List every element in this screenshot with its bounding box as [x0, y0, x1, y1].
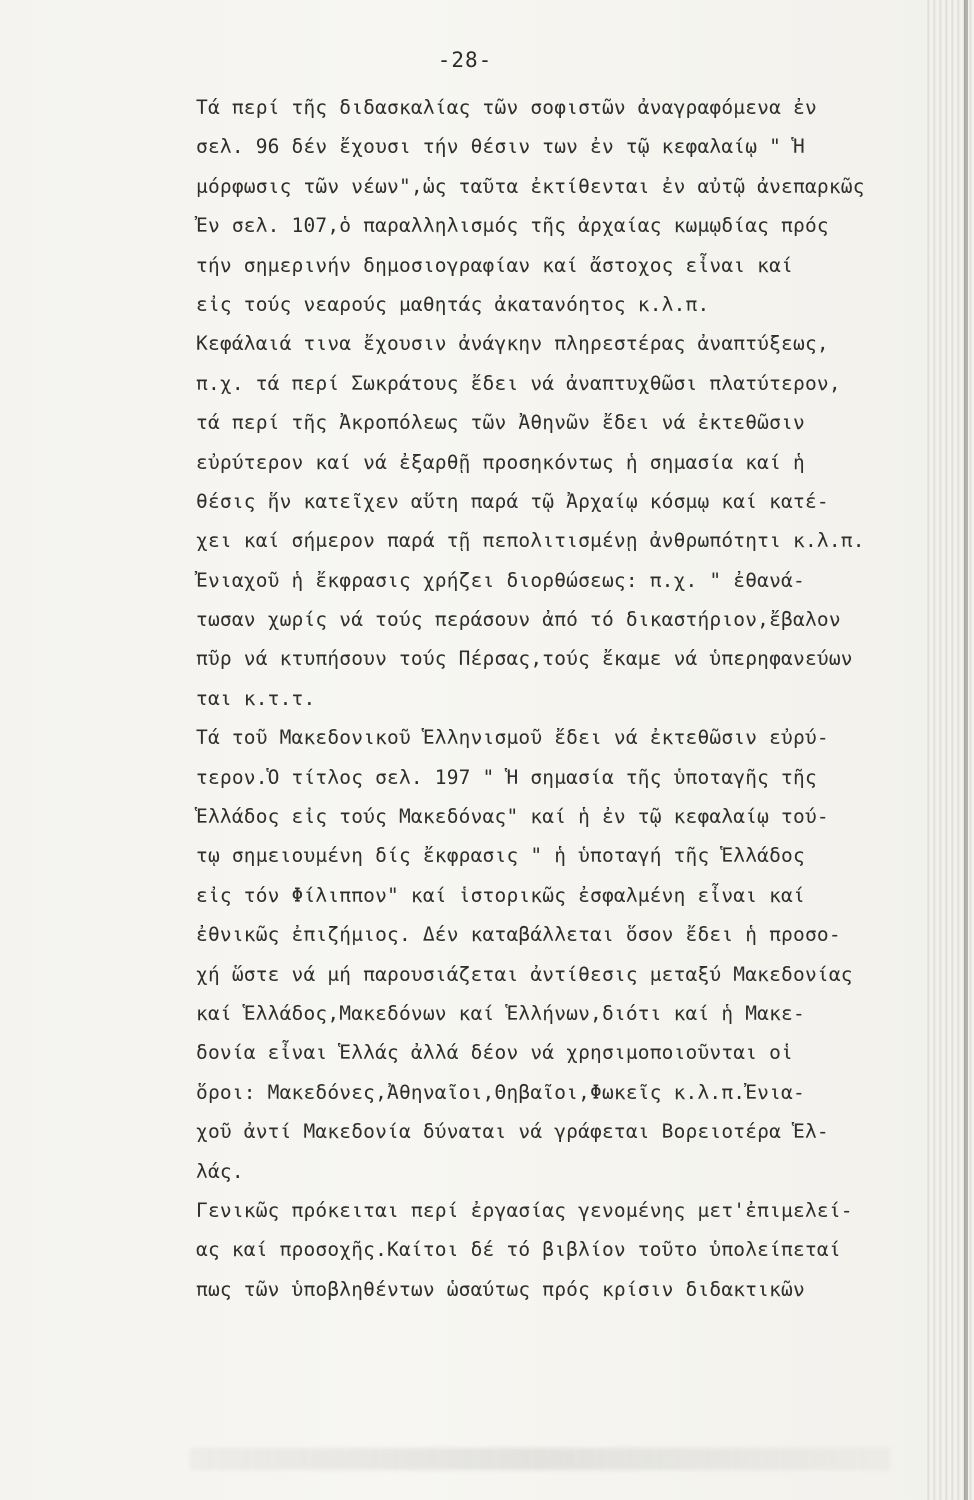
text-line: χοῦ ἀντί Μακεδονία δύναται νά γράφεται Βορειοτέρα Ἑλ- — [196, 1120, 829, 1144]
text-line: ας καί προσοχῆς.Καίτοι δέ τό βιβλίον τοῦτο ὑπολείπεταί — [196, 1238, 841, 1262]
text-line: καί Ἑλλάδος,Μακεδόνων καί Ἑλλήνων,διότι καί ἡ Μακε- — [196, 1001, 805, 1025]
text-line: Γενικῶς πρόκειται περί ἐργασίας γενομένης μετ'ἐπιμελεί- — [196, 1198, 853, 1222]
text-line: πῦρ νά κτυπήσουν τούς Πέρσας,τούς ἔκαμε νά ὑπερηφανεύων — [196, 647, 853, 671]
text-line: χει καί σήμερον παρά τῇ πεπολιτισμένῃ ἀνθρωπότητι κ.λ.π. — [196, 529, 865, 553]
text-line: δονία εἶναι Ἑλλάς ἀλλά δέον νά χρησιμοποιοῦνται οἱ — [196, 1041, 793, 1065]
bleed-through-smudge — [190, 1448, 890, 1470]
text-line: σελ. 96 δέν ἔχουσι τήν θέσιν των ἐν τῷ κεφαλαίῳ " Ἡ — [196, 135, 805, 159]
text-line: ὅροι: Μακεδόνες,Ἀθηναῖοι,Θηβαῖοι,Φωκεῖς κ.λ.π.Ἐνια- — [196, 1080, 805, 1104]
text-line: ἐθνικῶς ἐπιζήμιος. Δέν καταβάλλεται ὅσον ἔδει ἡ προσο- — [196, 923, 841, 947]
text-line: τερον.Ὁ τίτλος σελ. 197 " Ἡ σημασία τῆς ὑποταγῆς τῆς — [196, 765, 817, 789]
text-line: λάς. — [196, 1159, 244, 1183]
text-line: τά περί τῆς Ἀκροπόλεως τῶν Ἀθηνῶν ἔδει νά ἐκτεθῶσιν — [196, 411, 805, 435]
text-line: Τά περί τῆς διδασκαλίας τῶν σοφιστῶν ἀναγραφόμενα ἐν — [196, 96, 817, 119]
text-line: θέσις ἥν κατεῖχεν αὕτη παρά τῷ Ἀρχαίῳ κόσμῳ καί κατέ- — [196, 489, 829, 513]
text-line: π.χ. τά περί Σωκράτους ἔδει νά ἀναπτυχθῶσι πλατύτερον, — [196, 371, 841, 395]
text-line: πως τῶν ὑποβληθέντων ὡσαύτως πρός κρίσιν διδακτικῶν — [196, 1277, 805, 1301]
text-line: τωσαν χωρίς νά τούς περάσουν ἀπό τό δικαστήριον,ἔβαλον — [196, 608, 841, 632]
text-line: Κεφάλαιά τινα ἔχουσιν ἀνάγκην πληρεστέρας ἀναπτύξεως, — [196, 332, 829, 356]
body-text — [196, 88, 936, 1309]
text-line: ται κ.τ.τ. — [196, 686, 316, 710]
text-line: Ἐνιαχοῦ ἡ ἔκφρασις χρήζει διορθώσεως: π.χ. " ἐθανά- — [196, 568, 805, 592]
text-line: Τά τοῦ Μακεδονικοῦ Ἑλληνισμοῦ ἔδει νά ἐκτεθῶσιν εὐρύ- — [196, 726, 829, 750]
text-line: Ἑλλάδος εἰς τούς Μακεδόνας" καί ἡ ἐν τῷ κεφαλαίῳ τού- — [196, 805, 829, 829]
text-line: χή ὥστε νά μή παρουσιάζεται ἀντίθεσις μεταξύ Μακεδονίας — [196, 962, 853, 986]
text-line: εὐρύτερον καί νά ἐξαρθῇ προσηκόντως ἡ σημασία καί ἡ — [196, 450, 805, 474]
text-line: εἰς τούς νεαρούς μαθητάς ἀκατανόητος κ.λ.π. — [196, 292, 710, 316]
text-line: εἰς τόν Φίλιππον" καί ἱστορικῶς ἐσφαλμένη εἶναι καί — [196, 883, 805, 907]
text-line: Ἐν σελ. 107,ὁ παραλληλισμός τῆς ἀρχαίας κωμῳδίας πρός — [196, 214, 829, 238]
page-number: -28- — [437, 48, 493, 72]
text-line: τῳ σημειουμένη δίς ἔκφρασις " ἡ ὑποταγή τῆς Ἑλλάδος — [196, 844, 805, 868]
text-line: μόρφωσις τῶν νέων",ὡς ταῦτα ἐκτίθενται ἐν αὐτῷ ἀνεπαρκῶς — [196, 174, 865, 198]
text-line: τήν σημερινήν δημοσιογραφίαν καί ἄστοχος εἶναι καί — [196, 253, 793, 277]
